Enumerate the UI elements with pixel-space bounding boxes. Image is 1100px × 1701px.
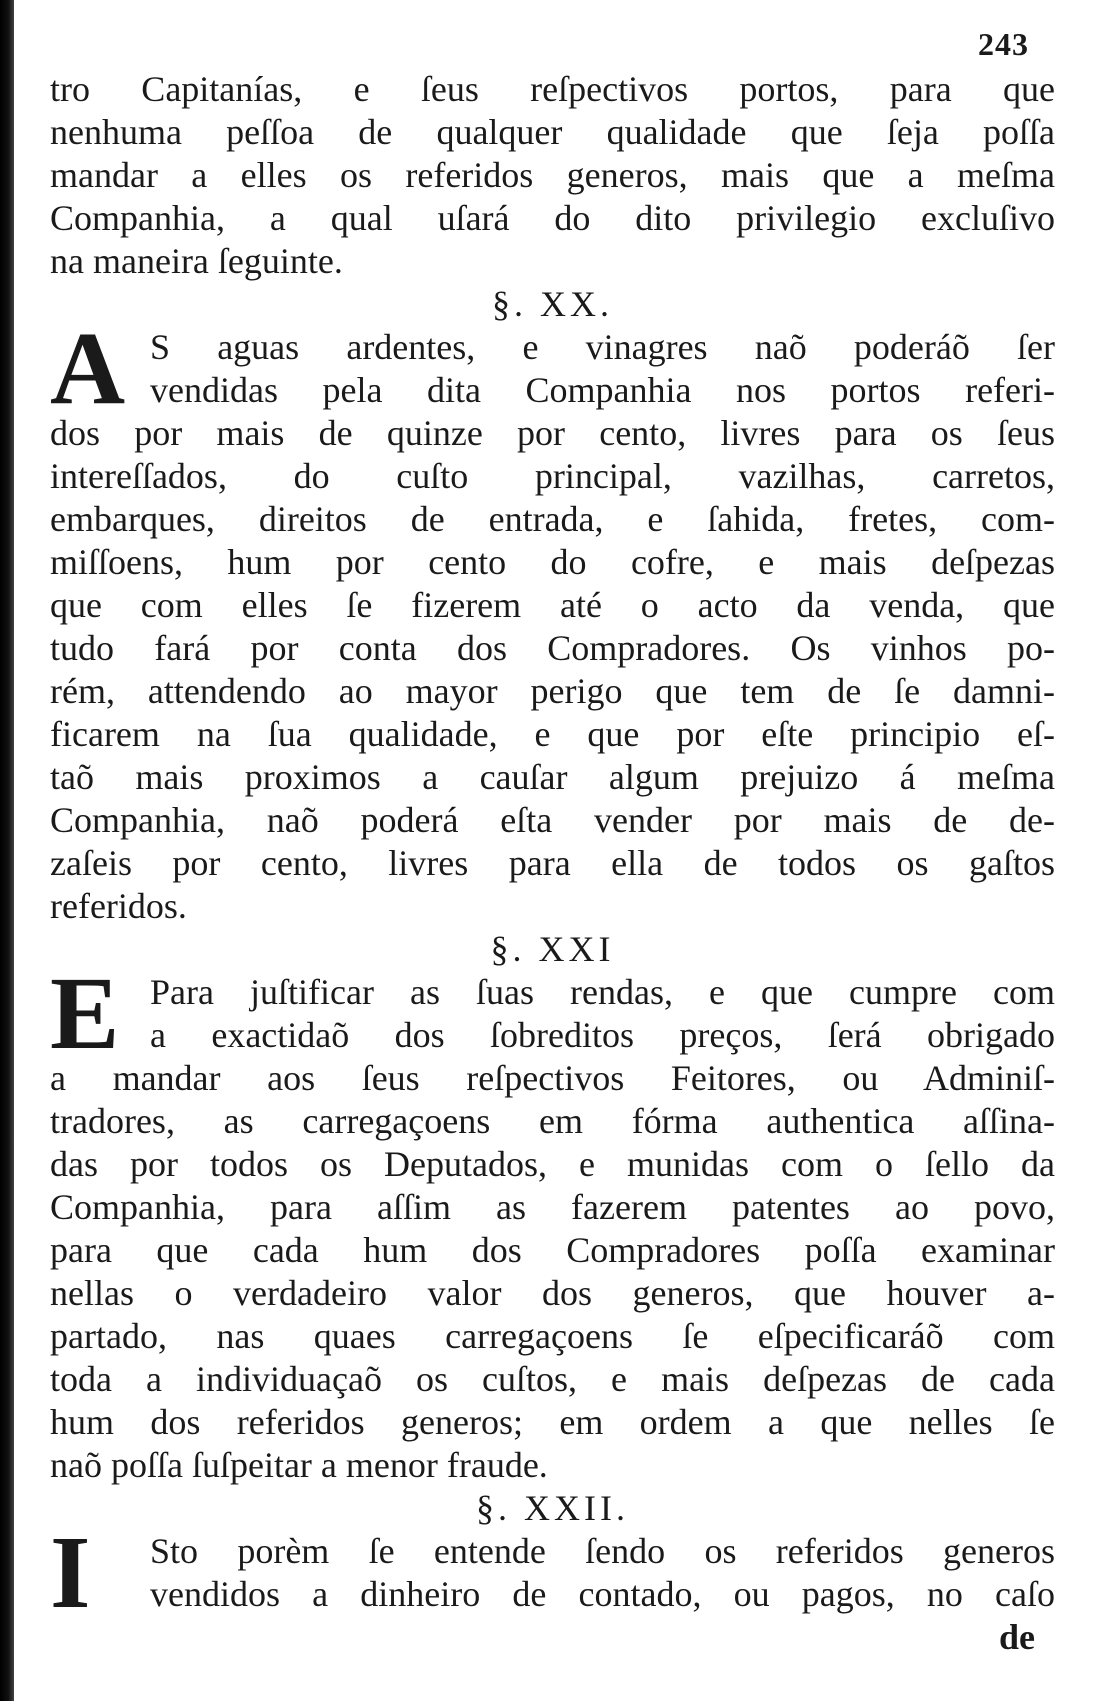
text-line: toda a individuaçaõ os cuſtos, e mais deſpezas de cada	[50, 1359, 1055, 1399]
text-line: nellas o verdadeiro valor dos generos, que houver a-	[50, 1273, 1055, 1313]
text-line: Companhia, para aſſim as fazerem patentes ao povo,	[50, 1187, 1055, 1227]
text-line: miſſoens, hum por cento do cofre, e mais deſpezas	[50, 542, 1055, 582]
section-xx-paragraph	[50, 311, 1055, 928]
text-line: referidos.	[50, 886, 187, 926]
page-binding-edge	[0, 0, 14, 1701]
page-number: 243	[978, 26, 1029, 62]
text-line: intereſſados, do cuſto principal, vazilhas, carretos,	[50, 456, 1055, 496]
drop-cap: A	[50, 311, 126, 426]
text-line: nenhuma peſſoa de qualquer qualidade que ſeja poſſa	[50, 112, 1055, 152]
text-line: naõ poſſa ſuſpeitar a menor fraude.	[50, 1445, 548, 1485]
text-line: zaſeis por cento, livres para ella de todos os gaſtos	[50, 843, 1055, 883]
text-line: Para juſtificar as ſuas rendas, e que cumpre com	[150, 972, 1055, 1012]
text-line: Sto porèm ſe entende ſendo os referidos generos	[150, 1531, 1055, 1571]
section-xxi-paragraph	[50, 956, 1055, 1487]
section-heading-xxi: §. XXI	[490, 929, 615, 969]
text-line: mandar a elles os referidos generos, mais que a meſma	[50, 155, 1055, 195]
text-line: tudo fará por conta dos Compradores. Os vinhos po-	[50, 628, 1055, 668]
drop-cap: E	[50, 956, 120, 1071]
text-line: para que cada hum dos Compradores poſſa examinar	[50, 1230, 1055, 1270]
text-line: hum dos referidos generos; em ordem a que nelles ſe	[50, 1402, 1055, 1442]
text-line: que com elles ſe fizerem até o acto da venda, que	[50, 585, 1055, 625]
catchword: de	[999, 1617, 1035, 1657]
intro-paragraph	[50, 68, 1055, 283]
text-line: partado, nas quaes carregaçoens ſe eſpecificaráõ com	[50, 1316, 1055, 1356]
text-line: tradores, as carregaçoens em fórma authentica aſſina-	[50, 1101, 1055, 1141]
text-line: das por todos os Deputados, e munidas com o ſello da	[50, 1144, 1055, 1184]
text-line: Companhia, a qual uſará do dito privilegio excluſivo	[50, 198, 1055, 238]
text-line: tro Capitanías, e ſeus reſpectivos portos, para que	[50, 69, 1055, 109]
text-line: rém, attendendo ao mayor perigo que tem de ſe damni-	[50, 671, 1055, 711]
text-line: a exactidaõ dos ſobreditos preços, ſerá obrigado	[150, 1015, 1055, 1055]
text-line: ficarem na ſua qualidade, e que por eſte principio eſ-	[50, 714, 1055, 754]
section-heading-xx: §. XX.	[492, 284, 613, 324]
text-line: vendidos a dinheiro de contado, ou pagos, no caſo	[150, 1574, 1055, 1614]
section-xxii-paragraph	[50, 1515, 1055, 1630]
text-line: na maneira ſeguinte.	[50, 241, 343, 281]
text-line: vendidas pela dita Companhia nos portos referi-	[150, 370, 1055, 410]
text-line: taõ mais proximos a cauſar algum prejuizo á meſma	[50, 757, 1055, 797]
section-heading-xxii: §. XXII.	[476, 1488, 629, 1528]
book-page	[50, 20, 1055, 1659]
text-line: Companhia, naõ poderá eſta vender por mais de de-	[50, 800, 1055, 840]
text-line: a mandar aos ſeus reſpectivos Feitores, ou Adminiſ-	[50, 1058, 1055, 1098]
drop-cap: I	[50, 1515, 91, 1630]
text-line: S aguas ardentes, e vinagres naõ poderáõ ſer	[150, 327, 1055, 367]
text-line: dos por mais de quinze por cento, livres para os ſeus	[50, 413, 1055, 453]
text-line: embarques, direitos de entrada, e ſahida, fretes, com-	[50, 499, 1055, 539]
